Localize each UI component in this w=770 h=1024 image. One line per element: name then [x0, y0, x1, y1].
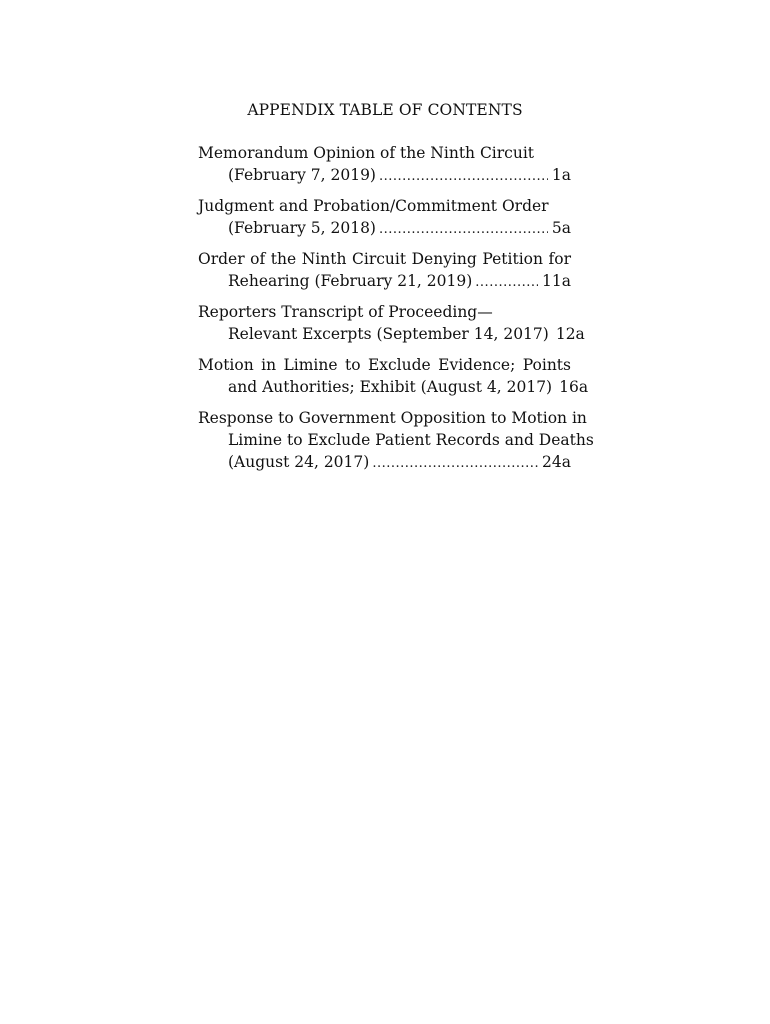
toc-entry-last-line: [198, 376, 589, 398]
toc-entry-title: Response to Government Opposition to Motion in: [198, 409, 587, 427]
toc-entry-last-line: [198, 217, 571, 239]
toc-entry-title: Reporters Transcript of Proceeding—: [198, 303, 493, 321]
toc-entry-memorandum-opinion: [198, 142, 571, 186]
toc-entry-title-continuation: (February 7, 2019): [228, 166, 376, 184]
toc-entry-title: Motion in Limine to Exclude Evidence; Points: [198, 356, 571, 374]
dot-leader: [475, 272, 538, 294]
toc-page-number: 16a: [559, 378, 589, 396]
toc-entry-title: Judgment and Probation/Commitment Order: [198, 197, 549, 215]
toc-page-number: 5a: [551, 219, 571, 237]
toc-page-number: 11a: [542, 272, 571, 290]
toc-entry-motion-in-limine: [198, 354, 589, 398]
toc-entry-title: Order of the Ninth Circuit Denying Petition for: [198, 250, 571, 268]
toc-page-number: 24a: [542, 453, 571, 471]
dot-leader: [379, 219, 548, 241]
table-of-contents: [198, 142, 594, 482]
dot-leader: [372, 453, 538, 475]
toc-entry-title-continuation: and Authorities; Exhibit (August 4, 2017): [228, 378, 553, 396]
dot-leader: [379, 166, 548, 188]
toc-entry-order-denying-rehearing: [198, 248, 571, 292]
toc-entry-title: Memorandum Opinion of the Ninth Circuit: [198, 144, 535, 162]
toc-entry-title-continuation: Rehearing (February 21, 2019): [228, 272, 473, 290]
toc-entry-judgment-order: [198, 195, 571, 239]
toc-entry-last-line: [198, 323, 585, 345]
toc-entry-last-line: [198, 451, 571, 473]
toc-entry-last-line: [198, 270, 571, 292]
toc-entry-reporters-transcript: [198, 301, 585, 345]
toc-entry-title-continuation: (August 24, 2017): [228, 453, 370, 471]
toc-entry-response-to-opposition: [198, 407, 594, 473]
toc-page-number: 12a: [555, 325, 585, 343]
toc-page-number: 1a: [551, 166, 571, 184]
toc-entry-last-line: [198, 164, 571, 186]
toc-entry-title-continuation: Relevant Excerpts (September 14, 2017): [228, 325, 549, 343]
page-title: APPENDIX TABLE OF CONTENTS: [247, 101, 523, 119]
toc-entry-title-continuation: Limine to Exclude Patient Records and Deaths: [228, 431, 594, 449]
toc-entry-title-continuation: (February 5, 2018): [228, 219, 376, 237]
